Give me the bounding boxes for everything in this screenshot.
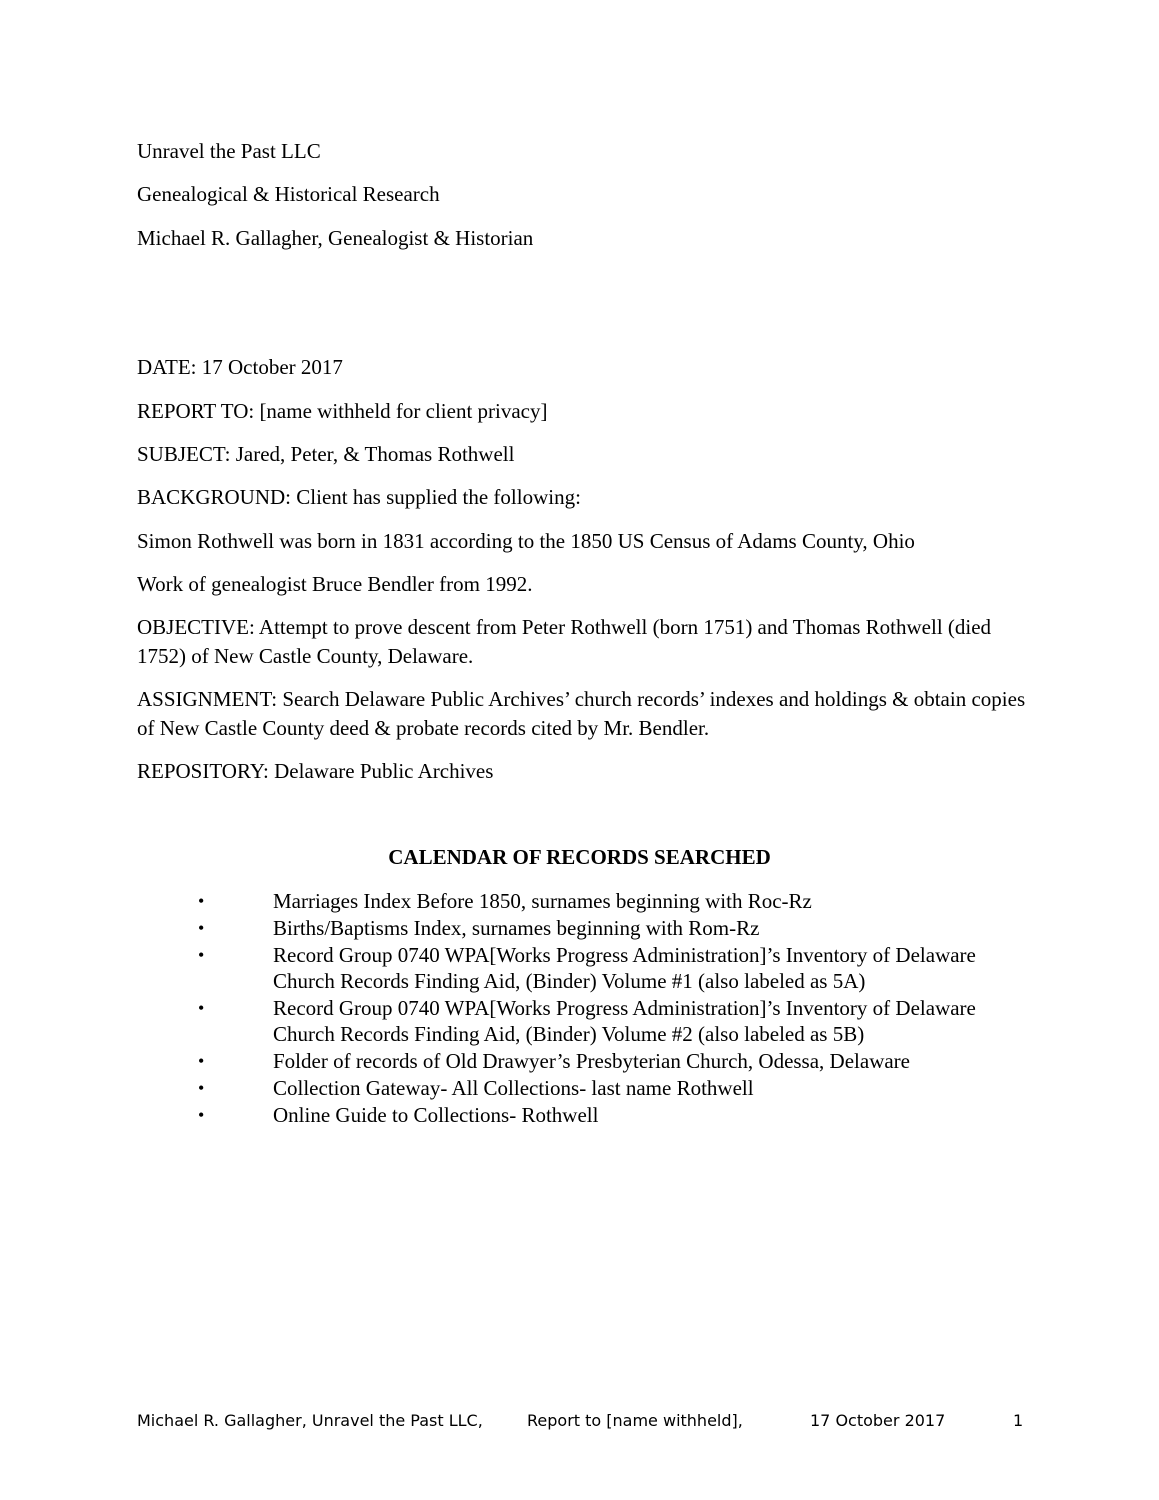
letterhead-author: Michael R. Gallagher, Genealogist & Historian [137,226,534,250]
footer-report-to: Report to [name withheld], [527,1411,743,1430]
letterhead-tagline: Genealogical & Historical Research [137,182,440,206]
list-item-text: Record Group 0740 WPA[Works Progress Administration]’s Inventory of Delaware Church Records Finding Aid, (Binder) Volume #1 (also labeled as 5A) [273,943,976,993]
background-item-bendler: Work of genealogist Bruce Bendler from 1992. [137,572,533,596]
footer-author-company: Michael R. Gallagher, Unravel the Past LLC, [137,1411,483,1430]
report-date: DATE: 17 October 2017 [137,355,343,379]
list-item-text: Folder of records of Old Drawyer’s Presbyterian Church, Odessa, Delaware [273,1049,910,1073]
list-item [0,995,1033,1047]
list-item [0,915,1033,941]
letterhead-company: Unravel the Past LLC [137,139,321,163]
list-item [0,1102,1033,1128]
report-background: BACKGROUND: Client has supplied the following: [137,485,581,509]
list-item [0,1048,1033,1074]
footer-date: 17 October 2017 [810,1411,946,1430]
calendar-heading: CALENDAR OF RECORDS SEARCHED [388,845,771,869]
list-item [0,888,1033,914]
bullet-icon: • [198,1051,205,1071]
records-searched-list [0,888,1159,1129]
list-item-text: Marriages Index Before 1850, surnames beginning with Roc-Rz [273,889,812,913]
list-item-text: Record Group 0740 WPA[Works Progress Administration]’s Inventory of Delaware Church Records Finding Aid, (Binder) Volume #2 (also labeled as 5B) [273,996,976,1046]
report-assignment: ASSIGNMENT: Search Delaware Public Archives’ church records’ indexes and holdings & obtain copies of New Castle County deed & probate records cited by Mr. Bendler. [137,687,1026,740]
background-item-census: Simon Rothwell was born in 1831 according to the 1850 US Census of Adams County, Ohio [137,529,915,553]
bullet-icon: • [198,945,205,965]
list-item [0,942,1033,994]
list-item-text: Online Guide to Collections- Rothwell [273,1103,599,1127]
report-objective: OBJECTIVE: Attempt to prove descent from Peter Rothwell (born 1751) and Thomas Rothwell (died 1752) of New Castle County, Delaware. [137,615,992,668]
footer-page-number: 1 [1013,1411,1024,1430]
page-footer [0,1408,1159,1434]
bullet-icon: • [198,1078,205,1098]
report-subject: SUBJECT: Jared, Peter, & Thomas Rothwell [137,442,515,466]
bullet-icon: • [198,891,205,911]
bullet-icon: • [198,998,205,1018]
bullet-icon: • [198,1105,205,1125]
bullet-icon: • [198,918,205,938]
report-repository: REPOSITORY: Delaware Public Archives [137,759,494,783]
list-item [0,1075,1033,1101]
list-item-text: Collection Gateway- All Collections- last name Rothwell [273,1076,754,1100]
list-item-text: Births/Baptisms Index, surnames beginning with Rom-Rz [273,916,760,940]
report-to: REPORT TO: [name withheld for client privacy] [137,399,548,423]
